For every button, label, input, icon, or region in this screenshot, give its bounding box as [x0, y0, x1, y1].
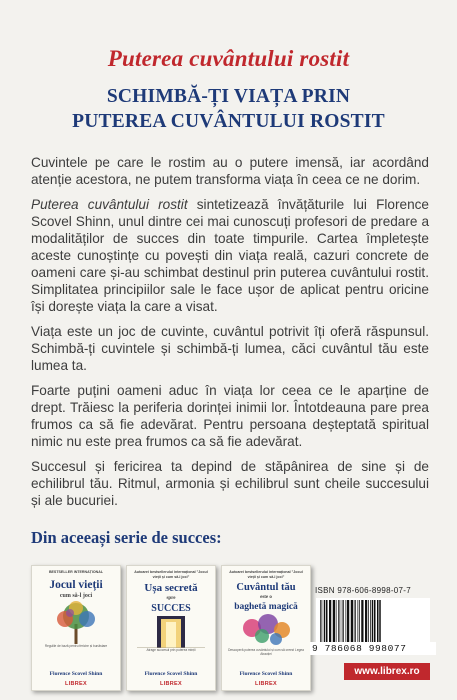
barcode-bar	[340, 600, 341, 642]
barcode-bar	[377, 600, 379, 642]
barcode-bar	[379, 600, 381, 642]
book-1-subtitle: Regulile de bază pentru fericire și bunăstare	[44, 643, 108, 648]
barcode-bar	[326, 600, 328, 642]
isbn-label: ISBN 978-606-8998-07-7	[315, 586, 411, 595]
barcode-bar	[351, 600, 353, 642]
book-2-subtitle: Atrage succesul prin puterea minții	[146, 648, 196, 652]
book-3-subtitle: Descoperă puterea cuvântului și cum să creezi Legea Atracției	[228, 648, 304, 656]
barcode-bar	[372, 600, 374, 642]
barcode-bar	[322, 600, 323, 642]
barcode-bar	[324, 600, 326, 642]
book-title-italic: Puterea cuvântului rostit	[31, 197, 188, 212]
description-text	[31, 154, 429, 517]
book-1-title: Jocul vieții	[49, 578, 103, 591]
barcode-bar	[368, 600, 369, 642]
book-1-tagline: BESTSELLER INTERNAȚIONAL	[48, 570, 104, 574]
book-2-author: Florence Scovel Shinn	[144, 671, 198, 677]
barcode-bar	[336, 600, 337, 642]
book-2-title-mid: spre	[166, 596, 176, 601]
barcode-bar	[320, 600, 321, 642]
barcode-bar	[359, 600, 360, 642]
barcode-bar	[346, 600, 347, 642]
book-2-tagline: Autoarei bestsellerului internațional "Jocul vieții și cum să-l joci"	[134, 570, 208, 579]
barcode-bar	[354, 600, 355, 642]
barcode-bar	[361, 600, 363, 642]
barcode-bar	[355, 600, 356, 642]
paragraph-2-rest: sintetizează învățăturile lui Florence Scovel Shinn, unul dintre cei mai cunoscuți profesori de predare a modalităților de succes din toate timpurile. Cartea împletește aceste cunoștințe cu povești din viața reală, cazuri concrete de oameni care și-au schimbat destinul prin puterea cuvântului rostit. Simplitatea principiilor sale le face ușor de aplicat pentru oricine își dorește viața la care a visat.	[31, 197, 429, 314]
subtitle-line-1: SCHIMBĂ-ȚI VIAȚA PRIN	[106, 86, 351, 107]
flowers-illustration	[222, 612, 310, 648]
book-3-title: Cuvântul tău	[236, 582, 296, 593]
barcode-bar	[338, 600, 339, 642]
book-3-author: Florence Scovel Shinn	[239, 671, 293, 677]
barcode-bar	[343, 600, 344, 642]
door-illustration	[127, 614, 215, 648]
publisher-url: www.librex.ro	[344, 663, 430, 680]
barcode-bar	[374, 600, 376, 642]
paragraph-1: Cuvintele pe care le rostim au o putere imensă, iar acordând atenție acestora, ne putem transforma viața în ceea ce ne dorim.	[31, 155, 429, 187]
cover-title: Puterea cuvântului rostit	[107, 46, 350, 71]
paragraph-3: Viața este un joc de cuvinte, cuvântul potrivit îți oferă răspunsul. Schimbă-ți cuvintele și schimbă-ți lumea, căci cuvântul tău este lumea ta.	[31, 324, 429, 373]
book-3-tagline: Autoarei bestsellerului internațional "Jocul vieții și cum să-l joci"	[229, 570, 303, 579]
book-2-title: Ușa secretă	[144, 582, 198, 594]
barcode-number: 9 786068 998077	[310, 642, 436, 655]
series-book-3	[221, 565, 311, 691]
barcode-bar	[370, 600, 371, 642]
series-book-1	[31, 565, 121, 691]
barcode-bar	[347, 600, 349, 642]
book-2-publisher-logo: LIBREX	[160, 681, 182, 687]
book-1-title-line-2: cum să-l joci	[59, 592, 93, 599]
book-1-author: Florence Scovel Shinn	[49, 671, 103, 677]
book-3-title-line-2: baghetă magică	[234, 602, 298, 612]
barcode-bar	[333, 600, 335, 642]
subtitle-line-2: PUTEREA CUVÂNTULUI ROSTIT	[72, 111, 385, 132]
paragraph-4: Foarte puțini oameni aduc în viața lor ceea ce le aparține de drept. Trăiesc la periferia dorinței inimii lor. Întotdeauna pare prea frumos ca să fie adevărat. Pentru persoana deșteptată spiritual nimic nu este prea frumos ca să fie adevărat.	[31, 383, 429, 449]
paragraph-5: Succesul și fericirea ta depind de stăpânirea de sine și de echilibrul tău. Ritmul, armonia și echilibrul sunt cheile succesului și ale bucuriei.	[31, 459, 429, 508]
barcode	[316, 598, 430, 644]
barcode-bar	[358, 600, 359, 642]
barcode-bar	[342, 600, 343, 642]
book-1-publisher-logo: LIBREX	[65, 681, 87, 687]
paragraph-2	[31, 196, 429, 315]
book-3-title-mid: este o	[260, 595, 272, 600]
cover-subtitle	[20, 84, 437, 134]
series-heading: Din aceeași serie de succes:	[31, 528, 222, 547]
book-2-title-line-2: SUCCES	[151, 603, 191, 614]
barcode-bar	[329, 600, 331, 642]
series-book-2	[126, 565, 216, 691]
book-3-publisher-logo: LIBREX	[255, 681, 277, 687]
barcode-bar	[365, 600, 367, 642]
tree-illustration	[32, 600, 120, 644]
